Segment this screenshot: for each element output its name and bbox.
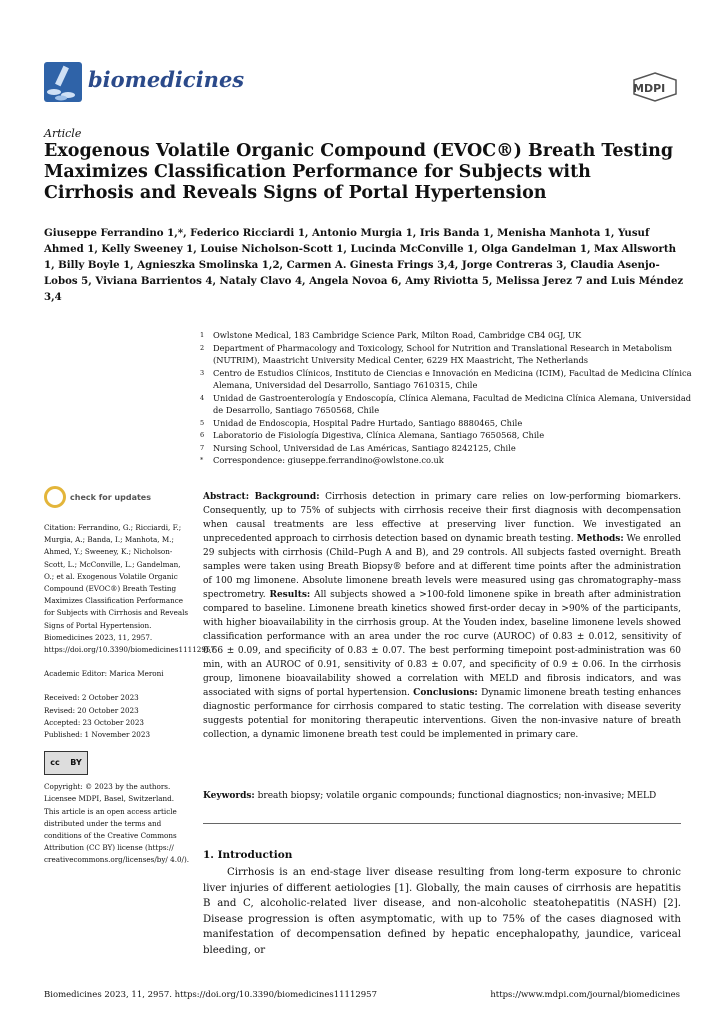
abstract-background: Cirrhosis detection in primary care relies on low-performing biomarkers. Consequently, up to 75% of subjects with cirrhosis receive their first diagnosis with decompensation when causal treatments are less effective at preserving liver function. We investigated an unprecedented approach to cirrhosis detection based on dynamic breath testing.: [203, 492, 681, 544]
affiliation-text: Correspondence: giuseppe.ferrandino@owlstone.co.uk: [213, 455, 444, 465]
affiliation-item: [200, 329, 700, 342]
keywords-label: Keywords:: [203, 791, 255, 801]
affiliation-text: Department of Pharmacology and Toxicology, School for Nutrition and Translational Research in Metabolism (NUTRIM), Maastricht University Medical Center, 6229 HX Maastricht, The Netherlands: [213, 342, 672, 365]
journal-logo-icon: [44, 62, 82, 102]
affiliations: [200, 329, 700, 467]
revised-date: Revised: 20 October 2023: [44, 705, 139, 715]
background-label: Background:: [254, 492, 320, 502]
section-heading: 1. Introduction: [203, 849, 293, 861]
footer-journal-link[interactable]: https://www.mdpi.com/journal/biomedicines: [490, 990, 680, 1000]
cc-license-icon[interactable]: [44, 751, 88, 775]
affiliation-item: [200, 342, 700, 367]
keywords: [203, 789, 681, 803]
affiliation-text: Centro de Estudios Clínicos, Instituto de Ciencias e Innovación en Medicina (ICIM), Facultad de Medicina Clínica Alemana, Universidad del Desarrollo, Santiago 7610315, Chile: [213, 367, 692, 390]
affiliation-item: [200, 429, 700, 442]
cc-label: cc: [50, 758, 60, 768]
check-for-updates-button[interactable]: [44, 486, 190, 508]
author-list: Giuseppe Ferrandino 1,*, Federico Ricciardi 1, Antonio Murgia 1, Iris Banda 1, Menisha Manhota 1, Yusuf Ahmed 1, Kelly Sweeney 1, Louise Nicholson-Scott 1, Lucinda McConville 1, Olga Gandelman 1, Max Allsworth 1, Billy Boyle 1, Agnieszka Smolinska 1,2, Carmen A. Ginesta Frings 3,4, Jorge Contreras 3, Claudia Asenjo-Lobos 5, Viviana Barrientos 4, Nataly Clavo 4, Angela Novoa 6, Amy Riviotta 5, Melissa Jerez 7 and Luis Méndez 3,4: [44, 227, 684, 303]
affiliation-item: [200, 442, 700, 455]
affiliation-item: [200, 392, 700, 417]
publisher-logo-text: MDPI: [633, 82, 666, 95]
correspondence[interactable]: [200, 454, 700, 467]
affiliation-number: 3: [200, 368, 205, 377]
affiliation-number: 5: [200, 418, 205, 427]
affiliation-text: Nursing School, Universidad de Las Américas, Santiago 8242125, Chile: [213, 442, 516, 453]
footer-citation[interactable]: Biomedicines 2023, 11, 2957. https://doi.org/10.3390/biomedicines11112957: [44, 990, 377, 1000]
affiliation-item: [200, 417, 700, 430]
affiliation-text: Owlstone Medical, 183 Cambridge Science Park, Milton Road, Cambridge CB4 0GJ, UK: [213, 330, 582, 340]
citation: Citation: Ferrandino, G.; Ricciardi, F.; Murgia, A.; Banda, I.; Manhota, M.; Ahmed, Y.; Sweeney, K.; Nicholson-Scott, L.; McConville, L.; Gandelman, O.; et al. Exogenous Volatile Organic Compound (EVOC®) Breath Testing Maximizes Classification Performance for Subjects with Cirrhosis and Reveals Signs of Portal Hypertension. Biomedicines 2023, 11, 2957. https://doi.org/10.3390/biomedicines11112957: [44, 523, 216, 655]
abstract-methods: We enrolled 29 subjects with cirrhosis (Child–Pugh A and B), and 29 controls. All subjects fasted overnight. Breath samples were taken using Breath Biopsy® before and at different time points after the administration of 100 mg limonene. Absolute limonene breath levels were measured using gas chromatography–mass spectrometry.: [203, 534, 681, 600]
affiliation-number: *: [200, 456, 204, 464]
cc-by-label: BY: [70, 758, 82, 768]
keywords-text: breath biopsy; volatile organic compounds; functional diagnostics; non-invasive; MELD: [257, 791, 657, 801]
article-type: Article: [44, 127, 82, 140]
copyright: Copyright: © 2023 by the authors. Licensee MDPI, Basel, Switzerland. This article is an open access article distributed under the terms and conditions of the Creative Commons Attribution (CC BY) license (https:// creativecommons.org/licenses/by/ 4.0/).: [44, 782, 190, 865]
check-updates-label: check for updates: [70, 492, 151, 502]
affiliation-number: 4: [200, 393, 205, 402]
abstract: [203, 490, 681, 742]
academic-editor: Academic Editor: Marica Meroni: [44, 669, 164, 679]
published-date: Published: 1 November 2023: [44, 730, 151, 740]
abstract-results: All subjects showed a >100-fold limonene spike in breath after administration compared to baseline. Limonene breath kinetics showed first-order decay in >90% of the participants, with higher bioavailability in the cirrhosis group. At the Youden index, baseline limonene levels showed classification performance with an area under the roc curve (AUROC) of 0.83 ± 0.012, sensitivity of 0.66 ± 0.09, and specificity of 0.83 ± 0.07. The best performing timepoint post-administration was 60 min, with an AUROC of 0.91, sensitivity of 0.83 ± 0.07, and specificity of 0.9 ± 0.06. In the cirrhosis group, limonene bioavailability showed a correlation with MELD and fibrosis indicators, and was associated with signs of portal hypertension.: [203, 590, 681, 698]
abstract-conclusions: Dynamic limonene breath testing enhances diagnostic performance for cirrhosis compared to static testing. The correlation with disease severity suggests potential for monitoring therapeutic interventions. Given the non-invasive nature of breath collection, a dynamic limonene breath test could be implemented in primary care.: [203, 688, 681, 740]
affiliation-number: 2: [200, 343, 205, 352]
accepted-date: Accepted: 23 October 2023: [44, 717, 144, 727]
affiliation-text: Unidad de Endoscopia, Hospital Padre Hurtado, Santiago 8880465, Chile: [213, 417, 523, 428]
abstract-label: Abstract:: [203, 492, 250, 502]
affiliation-number: 7: [200, 443, 205, 452]
methods-label: Methods:: [576, 534, 624, 544]
affiliation-text: Unidad de Gastroenterología y Endoscopía, Clínica Alemana, Facultad de Medicina Clínica Alemana, Universidad de Desarrollo, Santiago 7650568, Chile: [213, 392, 692, 415]
conclusions-label: Conclusions:: [413, 688, 478, 698]
affiliation-item: [200, 367, 700, 392]
sidebar: [44, 486, 216, 867]
journal-name[interactable]: biomedicines: [88, 67, 245, 92]
received-date: Received: 2 October 2023: [44, 693, 139, 703]
results-label: Results:: [269, 590, 311, 600]
affiliation-number: 6: [200, 431, 205, 439]
check-updates-icon: [44, 486, 66, 508]
page-title: Exogenous Volatile Organic Compound (EVOC®) Breath Testing Maximizes Classification Performance for Subjects with Cirrhosis and Reveals Signs of Portal Hypertension: [44, 141, 674, 203]
section-divider: [203, 823, 681, 824]
affiliation-text: Laboratorio de Fisiología Digestiva, Clínica Alemana, Santiago 7650568, Chile: [213, 430, 545, 440]
intro-paragraph: Cirrhosis is an end-stage liver disease resulting from long-term exposure to chronic liver injuries of different aetiologies [1]. Globally, the main causes of cirrhosis are hepatitis B and C, alcoholic-related liver disease, and non-alcoholic steatohepatitis (NASH) [2]. Disease progression is often asymptomatic, with up to 75% of the cases diagnosed with manifestation of decompensation defined by hepatic encephalopathy, jaundice, variceal bleeding, or: [203, 867, 681, 956]
affiliation-number: 1: [200, 331, 205, 339]
